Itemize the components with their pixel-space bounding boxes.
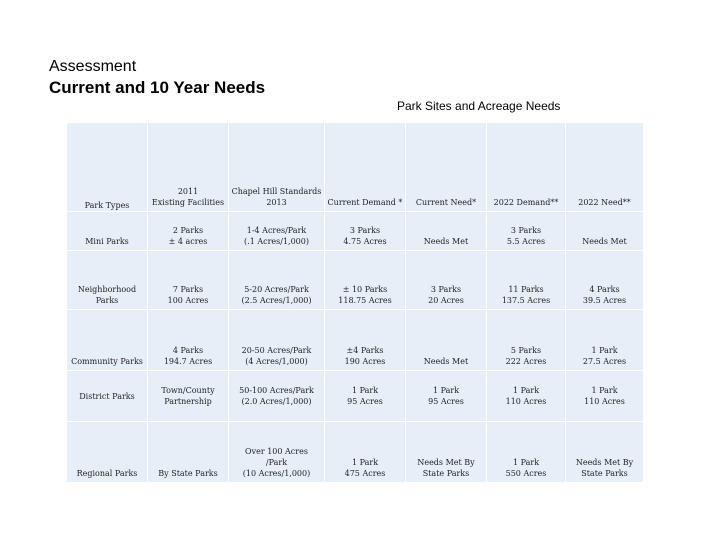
cell-line: (4 Acres/1,000) [245,357,308,366]
cell-line: 110 Acres [584,397,625,406]
cell-line: 1 Park [591,386,618,395]
column-header-current-need [406,123,486,211]
column-header-need-2022 [566,123,643,211]
column-header-chapel-hill-standard [229,123,324,211]
cell-line: /Park [265,458,288,467]
cell-line: 4 Parks [589,285,620,294]
cell-line: Needs Met By [417,458,475,467]
cell-line: Current Demand * [327,198,403,207]
cell-line: 1-4 Acres/Park [246,226,307,235]
header-row [67,123,643,211]
table-row [67,212,643,250]
cell-line: 550 Acres [505,469,547,478]
cell-line: 3 Parks [349,226,381,235]
cell-current-demand [325,371,405,421]
cell-current-need [406,371,486,421]
cell-line: 20-50 Acres/Park [241,346,312,355]
cell-park-type [67,251,147,309]
cell-current-need [406,251,486,309]
needs-table-body [67,123,643,482]
cell-line: 194.7 Acres [163,357,213,366]
cell-line: 1 Park [432,386,460,395]
cell-line: 137.5 Acres [501,296,551,305]
cell-line: 1 Park [351,458,379,467]
cell-line: Neighborhood [77,285,137,294]
cell-line: ± 4 acres [168,237,208,246]
cell-line: 95 Acres [428,397,464,406]
cell-existing-facilities [148,251,228,309]
cell-line: 2022 Need** [578,198,631,207]
cell-need-2022 [566,310,643,370]
column-header-park-type [67,123,147,211]
cell-line: Needs Met [582,237,627,246]
cell-line: Needs Met [423,357,469,366]
cell-line: Current Need* [415,198,477,207]
cell-line: 1 Park [591,346,618,355]
slide-title: Current and 10 Year Needs [49,78,266,97]
column-header-existing-facilities [148,123,228,211]
cell-chapel-hill-standard [229,371,324,421]
cell-line: 39.5 Acres [582,296,627,305]
cell-line: Town/County [161,386,215,395]
cell-existing-facilities [148,310,228,370]
cell-line: Partnership [164,397,212,406]
cell-park-type [67,371,147,421]
cell-line: Existing Facilities [151,198,225,207]
cell-line: ± 10 Parks [342,285,388,294]
cell-line: 2022 Demand** [493,198,559,207]
cell-chapel-hill-standard [229,212,324,250]
cell-line: (2.0 Acres/1,000) [241,397,312,406]
cell-line: 4.75 Acres [343,237,387,246]
cell-line: 110 Acres [505,397,547,406]
cell-line: Community Parks [71,357,143,366]
cell-need-2022 [566,422,643,482]
cell-demand-2022 [487,371,565,421]
cell-chapel-hill-standard [229,422,324,482]
cell-chapel-hill-standard [229,310,324,370]
cell-line: 11 Parks [508,285,544,294]
cell-line: 20 Acres [428,296,464,305]
cell-line: Chapel Hill Standards [231,187,322,196]
cell-line: Needs Met By [575,458,634,467]
cell-current-demand [325,422,405,482]
cell-need-2022 [566,371,643,421]
cell-park-type [67,310,147,370]
cell-line: 3 Parks [430,285,462,294]
cell-current-need [406,212,486,250]
cell-line: Parks [95,296,119,305]
cell-line: 1 Park [512,458,540,467]
cell-line: 3 Parks [510,226,542,235]
table-subtitle: Park Sites and Acreage Needs [397,99,561,113]
cell-demand-2022 [487,310,565,370]
cell-existing-facilities [148,422,228,482]
column-header-demand-2022 [487,123,565,211]
cell-park-type [67,422,147,482]
cell-line: 5-20 Acres/Park [244,285,309,294]
cell-park-type [67,212,147,250]
table-row [67,310,643,370]
cell-line: 100 Acres [167,296,209,305]
cell-need-2022 [566,212,643,250]
cell-need-2022 [566,251,643,309]
cell-line: Regional Parks [76,469,138,478]
cell-line: 5 Parks [510,346,542,355]
cell-current-demand [325,310,405,370]
cell-line: (2.5 Acres/1,000) [241,296,312,305]
cell-line: By State Parks [158,469,218,478]
cell-line: District Parks [79,391,135,401]
cell-line: 27.5 Acres [582,357,627,366]
cell-line: (.1 Acres/1,000) [244,237,309,246]
cell-line: Over 100 Acres [245,447,308,456]
table-row [67,251,643,309]
slide-kicker: Assessment [49,58,137,75]
cell-chapel-hill-standard [229,251,324,309]
cell-line: 118.75 Acres [338,296,392,305]
cell-line: ±4 Parks [346,346,384,355]
cell-line: State Parks [422,469,470,478]
cell-line: Mini Parks [85,237,129,246]
cell-line: 5.5 Acres [506,237,546,246]
cell-line: State Parks [581,469,628,478]
cell-current-demand [325,251,405,309]
cell-existing-facilities [148,371,228,421]
column-header-current-demand [325,123,405,211]
cell-line: 95 Acres [347,397,383,406]
cell-demand-2022 [487,251,565,309]
cell-line: Park Types [84,201,130,210]
cell-line: 2011 [177,187,199,196]
cell-line: 1 Park [512,386,540,395]
cell-line: 475 Acres [344,469,386,478]
cell-line: 7 Parks [172,285,204,294]
needs-table [66,122,644,483]
cell-existing-facilities [148,212,228,250]
cell-line: 4 Parks [172,346,204,355]
cell-line: (10 Acres/1,000) [242,469,311,478]
table-row [67,422,643,482]
cell-current-need [406,422,486,482]
cell-line: 1 Park [351,386,379,395]
table-row [67,371,643,421]
cell-current-need [406,310,486,370]
cell-demand-2022 [487,422,565,482]
cell-demand-2022 [487,212,565,250]
cell-line: 2 Parks [172,226,204,235]
cell-line: 190 Acres [344,357,386,366]
cell-line: 2013 [266,198,287,207]
cell-line: 50-100 Acres/Park [239,386,314,395]
cell-current-demand [325,212,405,250]
cell-line: 222 Acres [505,357,547,366]
cell-line: Needs Met [423,237,469,246]
